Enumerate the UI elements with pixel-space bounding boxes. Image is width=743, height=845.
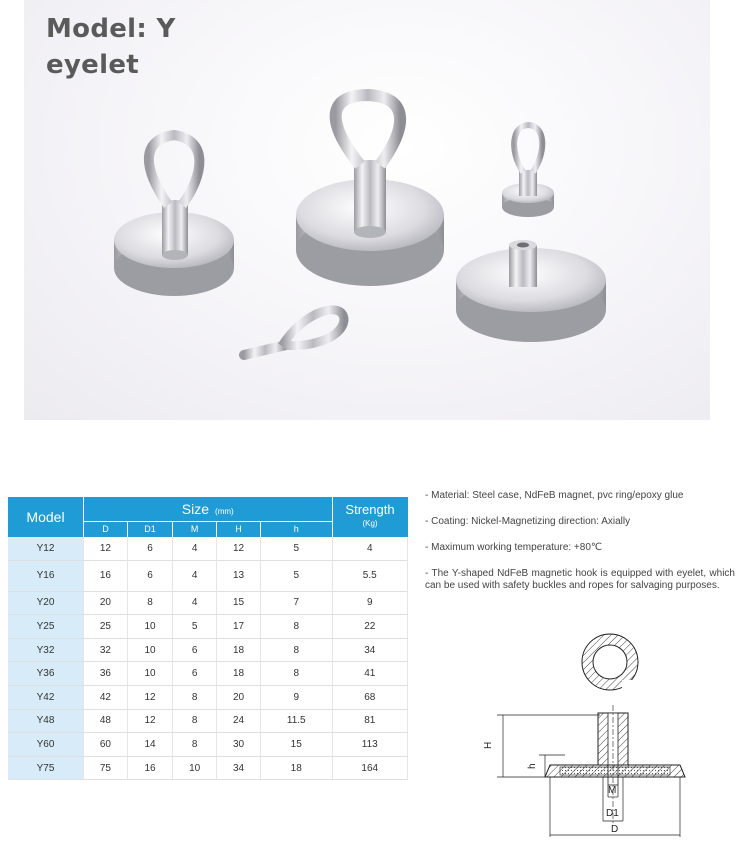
usage-text: - The Y-shaped NdFeB magnetic hook is equipped with eyelet, which can be used with safety buckles and ropes for salvaging purposes.	[425, 568, 735, 591]
cell-d: 32	[84, 638, 128, 662]
label-h: h	[527, 763, 538, 769]
spec-table-body	[8, 537, 408, 780]
cell-m: 8	[173, 685, 217, 709]
cell-d1: 12	[127, 709, 172, 733]
cell-model: Y32	[8, 638, 84, 662]
cell-d1: 10	[127, 615, 172, 639]
cell-h: 5	[260, 560, 332, 591]
cell-model: Y75	[8, 756, 84, 780]
magnet-right	[456, 240, 606, 342]
technical-diagram	[465, 625, 735, 845]
cell-d: 60	[84, 733, 128, 757]
model-subtitle: eyelet	[46, 50, 139, 80]
description	[425, 490, 735, 606]
coating-text: - Coating: Nickel-Magnetizing direction: Axially	[425, 516, 631, 527]
cell-d1: 14	[127, 733, 172, 757]
cell-m: 8	[173, 733, 217, 757]
table-row	[8, 591, 408, 615]
cell-d1: 10	[127, 662, 172, 686]
cell-model: Y16	[8, 560, 84, 591]
cell-strength: 164	[332, 756, 408, 780]
cell-h: 15	[217, 591, 261, 615]
cell-d1: 12	[127, 685, 172, 709]
cell-h: 8	[260, 638, 332, 662]
cell-d1: 6	[127, 560, 172, 591]
cell-d: 48	[84, 709, 128, 733]
magnet-center	[296, 95, 444, 286]
cell-model: Y20	[8, 591, 84, 615]
cell-m: 10	[173, 756, 217, 780]
table-row	[8, 560, 408, 591]
cell-h: 18	[260, 756, 332, 780]
table-row	[8, 733, 408, 757]
model-title: Model: Y	[46, 14, 176, 44]
cell-model: Y12	[8, 537, 84, 560]
cell-strength: 34	[332, 638, 408, 662]
label-M: M	[608, 785, 617, 796]
table-row	[8, 638, 408, 662]
cell-m: 4	[173, 537, 217, 560]
cell-model: Y48	[8, 709, 84, 733]
cell-strength: 4	[332, 537, 408, 560]
cell-h: 18	[217, 662, 261, 686]
cell-strength: 5.5	[332, 560, 408, 591]
header-size: Size (mm)	[84, 497, 333, 521]
cell-d1: 10	[127, 638, 172, 662]
header-h: h	[260, 521, 332, 537]
loose-eyebolt	[244, 310, 344, 355]
cell-d: 36	[84, 662, 128, 686]
material-text: - Material: Steel case, NdFeB magnet, pvc ring/epoxy glue	[425, 490, 684, 501]
cell-h: 17	[217, 615, 261, 639]
cell-h: 20	[217, 685, 261, 709]
cell-d1: 16	[127, 756, 172, 780]
header-M: M	[173, 521, 217, 537]
cell-h: 18	[217, 638, 261, 662]
cell-d: 25	[84, 615, 128, 639]
cell-h: 30	[217, 733, 261, 757]
header-strength: Strength (Kg)	[332, 497, 408, 537]
table-row	[8, 756, 408, 780]
cell-h: 34	[217, 756, 261, 780]
table-row	[8, 709, 408, 733]
cell-m: 6	[173, 662, 217, 686]
temperature-text: - Maximum working temperature: +80℃	[425, 542, 603, 553]
cell-h: 11.5	[260, 709, 332, 733]
cell-d1: 8	[127, 591, 172, 615]
table-row	[8, 615, 408, 639]
header-model: Model	[8, 497, 84, 537]
label-D: D	[611, 824, 619, 835]
cell-model: Y36	[8, 662, 84, 686]
table-row	[8, 537, 408, 560]
cell-strength: 22	[332, 615, 408, 639]
cell-h: 9	[260, 685, 332, 709]
cell-strength: 81	[332, 709, 408, 733]
label-D1: D1	[606, 808, 619, 819]
magnet-left	[114, 135, 234, 296]
cell-model: Y42	[8, 685, 84, 709]
cell-h: 5	[260, 537, 332, 560]
cell-strength: 68	[332, 685, 408, 709]
header-D1: D1	[127, 521, 172, 537]
product-photo	[24, 0, 710, 420]
cell-h: 12	[217, 537, 261, 560]
cell-model: Y25	[8, 615, 84, 639]
cell-h: 8	[260, 615, 332, 639]
cell-h: 7	[260, 591, 332, 615]
magnet-base	[545, 765, 685, 777]
table-row	[8, 685, 408, 709]
cell-h: 15	[260, 733, 332, 757]
cell-d1: 6	[127, 537, 172, 560]
cell-d: 42	[84, 685, 128, 709]
table-row	[8, 662, 408, 686]
magnet-small	[502, 125, 554, 217]
cell-d: 20	[84, 591, 128, 615]
cell-h: 13	[217, 560, 261, 591]
header-H: H	[217, 521, 261, 537]
cell-model: Y60	[8, 733, 84, 757]
cell-d: 16	[84, 560, 128, 591]
cell-m: 6	[173, 638, 217, 662]
header-D: D	[84, 521, 128, 537]
cell-strength: 9	[332, 591, 408, 615]
cell-m: 8	[173, 709, 217, 733]
label-H: H	[483, 741, 494, 749]
cell-m: 5	[173, 615, 217, 639]
cell-strength: 113	[332, 733, 408, 757]
cell-d: 75	[84, 756, 128, 780]
cell-m: 4	[173, 591, 217, 615]
cell-h: 24	[217, 709, 261, 733]
cell-strength: 41	[332, 662, 408, 686]
eyelet-ring	[582, 634, 638, 715]
cell-d: 12	[84, 537, 128, 560]
cell-m: 4	[173, 560, 217, 591]
spec-table	[8, 497, 408, 780]
cell-h: 8	[260, 662, 332, 686]
